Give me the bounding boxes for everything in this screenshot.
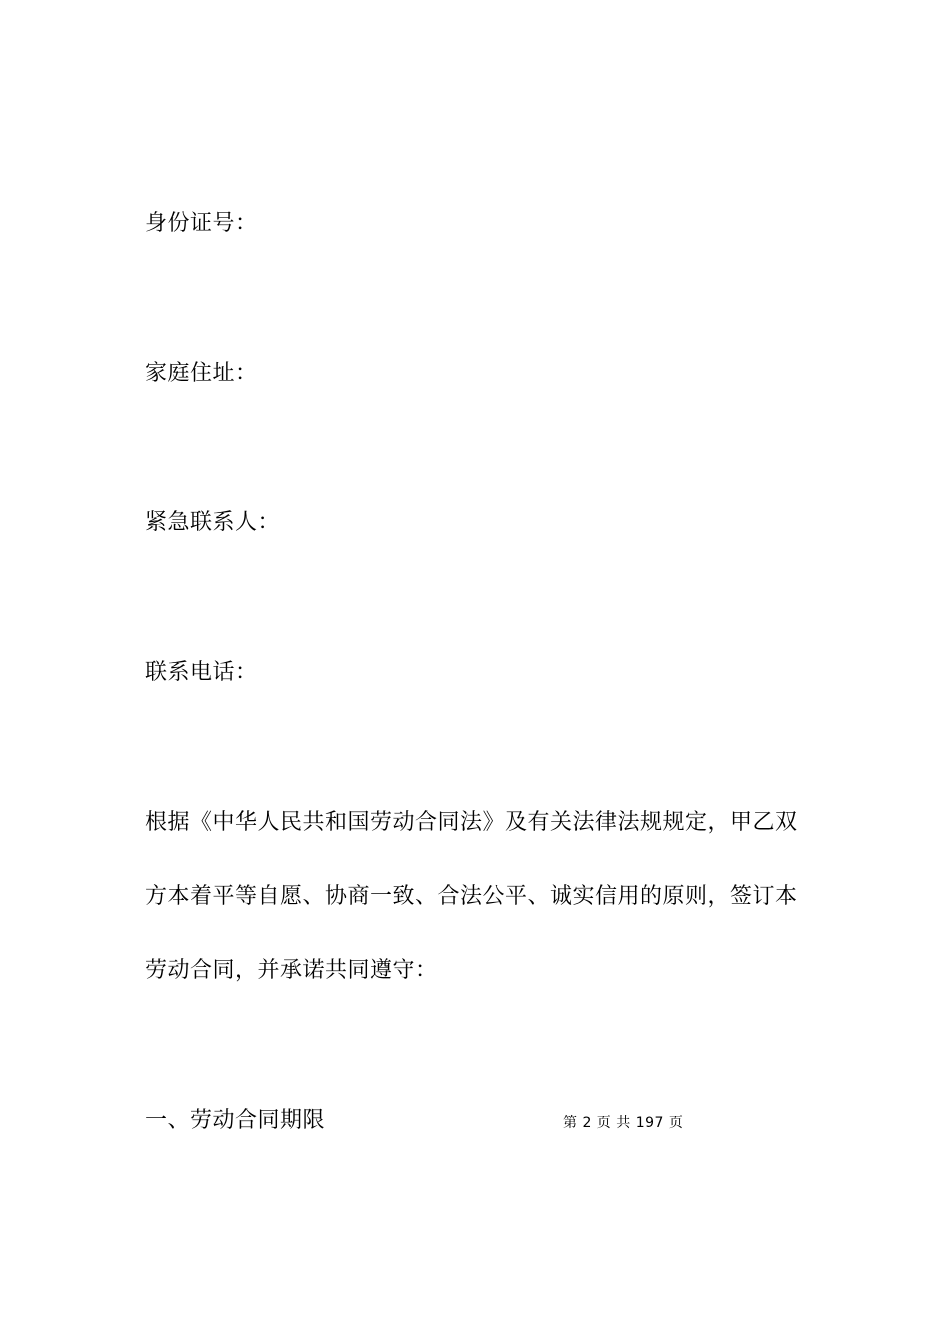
- emergency-contact-label: 紧急联系人：: [145, 510, 281, 535]
- id-number-label: 身份证号：: [145, 211, 258, 236]
- page-number: 第 2 页 共 197 页: [563, 1115, 684, 1131]
- preamble-line-2: 方本着平等自愿、协商一致、合法公平、诚实信用的原则，签订本: [145, 884, 798, 909]
- home-address-label: 家庭住址：: [145, 361, 258, 386]
- preamble-line-3: 劳动合同，并承诺共同遵守：: [145, 958, 438, 983]
- section-title: 一、劳动合同期限: [145, 1108, 326, 1133]
- contact-phone-label: 联系电话：: [145, 660, 258, 685]
- preamble-line-1: 根据《中华人民共和国劳动合同法》及有关法律法规规定，甲乙双: [145, 810, 798, 835]
